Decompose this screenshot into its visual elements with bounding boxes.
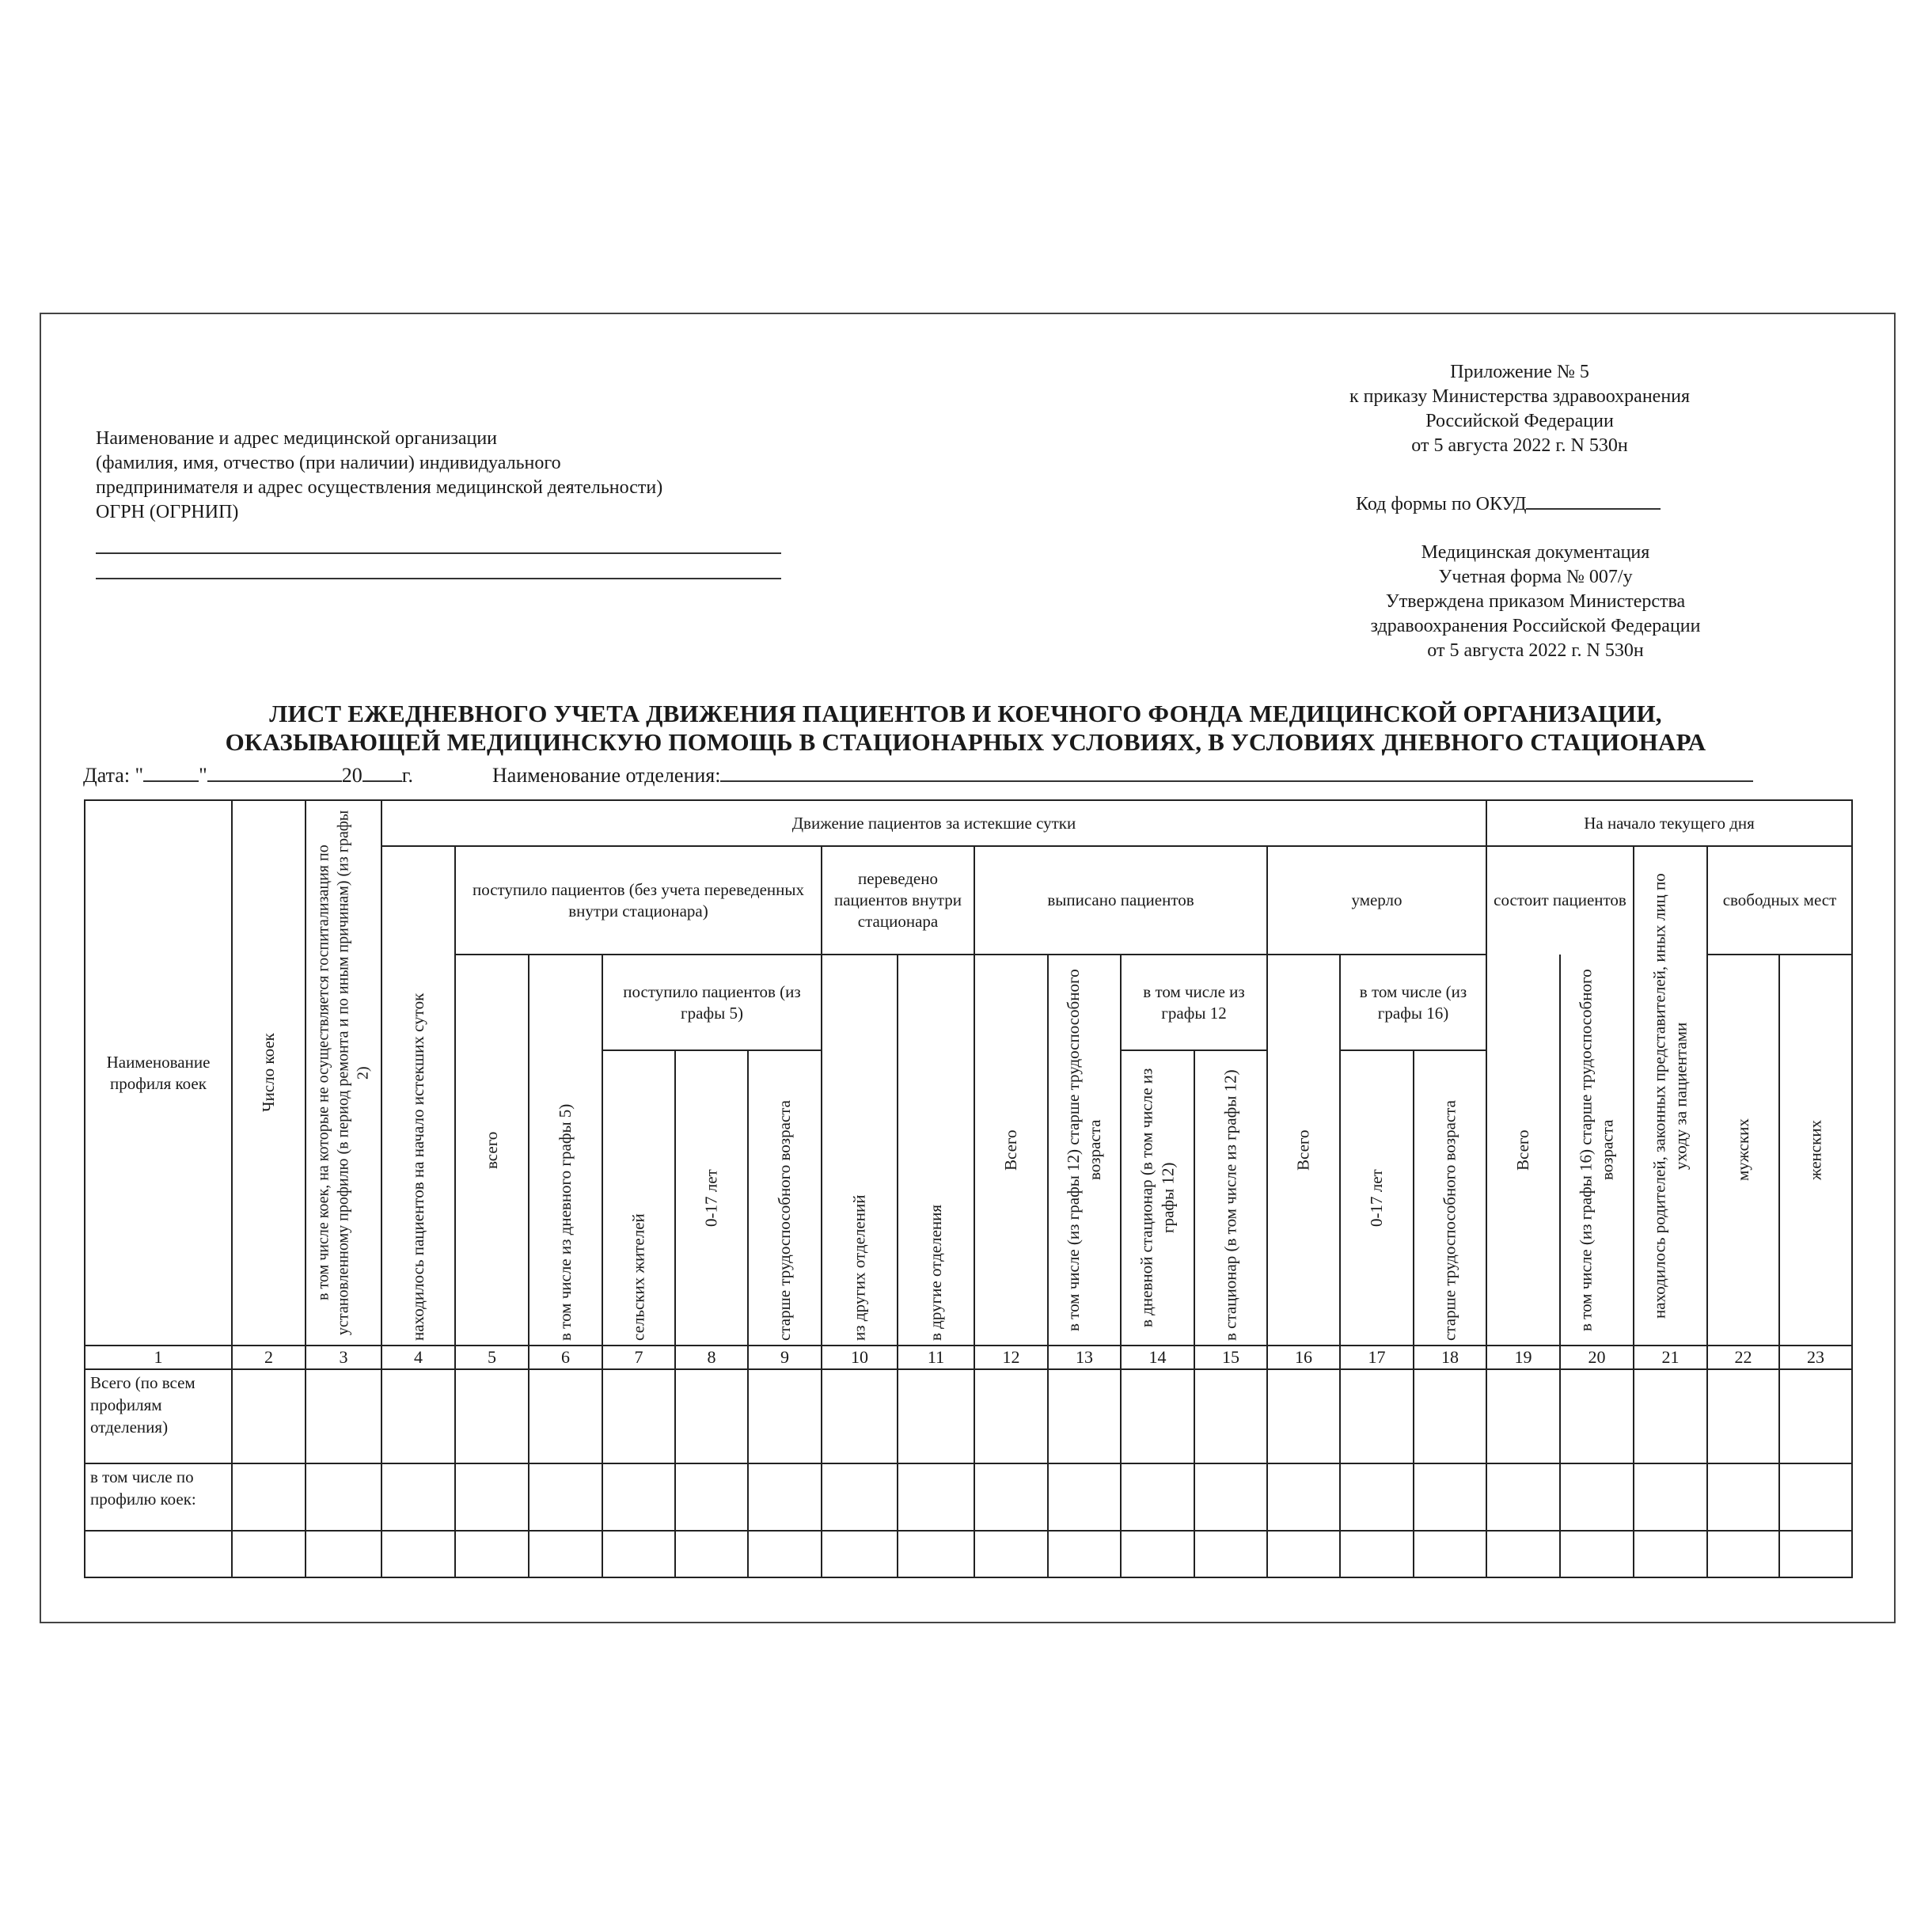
month-field[interactable] xyxy=(207,761,342,782)
date-line xyxy=(83,761,1824,787)
appendix-block xyxy=(1314,360,1725,458)
col-number: 8 xyxy=(707,1347,716,1367)
header-died-sub: в том числе (из графы 16) xyxy=(1359,981,1467,1023)
col-header-18: старше трудоспособного возраста xyxy=(1440,1100,1459,1341)
appendix-line: от 5 августа 2022 г. N 530н xyxy=(1411,435,1628,456)
col-header-21: находилось родителей, законных представителей, иных лиц по уходу за пациентами xyxy=(1649,873,1691,1319)
col-number: 23 xyxy=(1807,1347,1824,1367)
approval-line: Медицинская документация xyxy=(1421,542,1650,563)
approval-block xyxy=(1314,541,1757,663)
col-header-11: в другие отделения xyxy=(926,1204,945,1341)
col-number: 1 xyxy=(154,1347,163,1367)
col-header-16: Всего xyxy=(1293,1129,1313,1171)
col-number: 12 xyxy=(1002,1347,1020,1367)
col-header-8: 0-17 лет xyxy=(701,1169,721,1227)
org-line: (фамилия, имя, отчество (при наличии) индивидуального xyxy=(96,453,561,473)
col-header-3: в том числе коек, на которые не осуществляется госпитализация по установленному профилю (в период ремонта и по иным причинам) (из графы 2) xyxy=(314,810,372,1336)
col-number: 21 xyxy=(1661,1347,1680,1367)
col-number: 13 xyxy=(1076,1347,1093,1367)
col-header-7: сельских жителей xyxy=(628,1213,648,1341)
year-field[interactable] xyxy=(362,761,402,782)
date-quote: " xyxy=(199,764,207,787)
header-movement: Движение пациентов за истекшие сутки xyxy=(791,813,1076,833)
header-current-day: На начало текущего дня xyxy=(1584,813,1755,833)
header-admitted: поступило пациентов (без учета переведенных внутри стационара) xyxy=(472,879,805,920)
col-number: 17 xyxy=(1368,1347,1386,1367)
col-number: 22 xyxy=(1734,1347,1752,1367)
col-number: 18 xyxy=(1441,1347,1459,1367)
col-number: 4 xyxy=(414,1347,423,1367)
row-label-total: Всего (по всем профилям отделения) xyxy=(90,1373,195,1437)
header-discharged: выписано пациентов xyxy=(1047,890,1194,909)
approval-line: Учетная форма № 007/у xyxy=(1438,567,1633,587)
col-number: 15 xyxy=(1222,1347,1239,1367)
col-header-2: Число коек xyxy=(259,1033,278,1113)
col-header-17: 0-17 лет xyxy=(1367,1169,1386,1227)
department-label: Наименование отделения: xyxy=(492,764,721,787)
col-header-22: мужских xyxy=(1733,1118,1752,1182)
organization-block xyxy=(96,427,808,525)
appendix-line: Российской Федерации xyxy=(1425,411,1614,431)
col-number: 16 xyxy=(1295,1347,1312,1367)
title-line-2: ОКАЗЫВАЮЩЕЙ МЕДИЦИНСКУЮ ПОМОЩЬ В СТАЦИОНАРНЫХ УСЛОВИЯХ, В УСЛОВИЯХ ДНЕВНОГО СТАЦИОНАРА xyxy=(225,728,1706,756)
title-line-1: ЛИСТ ЕЖЕДНЕВНОГО УЧЕТА ДВИЖЕНИЯ ПАЦИЕНТОВ И КОЕЧНОГО ФОНДА МЕДИЦИНСКОЙ ОРГАНИЗАЦИИ, xyxy=(269,700,1662,727)
col-header-13: в том числе (из графы 12) старше трудоспособного возраста xyxy=(1064,969,1104,1331)
col-number: 2 xyxy=(264,1347,273,1367)
col-number: 9 xyxy=(780,1347,789,1367)
col-header-5: всего xyxy=(482,1131,501,1169)
org-line: предпринимателя и адрес осуществления медицинской деятельности) xyxy=(96,477,663,498)
org-line: Наименование и адрес медицинской организации xyxy=(96,428,498,449)
col-header-6: в том числе из дневного графы 5) xyxy=(556,1103,575,1341)
col-number: 20 xyxy=(1588,1347,1606,1367)
col-number: 10 xyxy=(851,1347,868,1367)
form-title xyxy=(79,700,1852,757)
appendix-line: к приказу Министерства здравоохранения xyxy=(1349,386,1691,407)
col-number: 7 xyxy=(634,1347,643,1367)
org-fill-line-1[interactable] xyxy=(96,552,781,554)
year-suffix: г. xyxy=(401,764,414,787)
approval-line: Утверждена приказом Министерства xyxy=(1385,591,1686,612)
approval-line: здравоохранения Российской Федерации xyxy=(1370,616,1701,636)
header-died: умерло xyxy=(1351,890,1403,909)
org-fill-line-2[interactable] xyxy=(96,578,781,579)
col-header-12: Всего xyxy=(1001,1129,1020,1171)
okud-code xyxy=(1356,491,1661,515)
row-label-including: в том числе по профилю коек: xyxy=(90,1467,196,1509)
col-number: 5 xyxy=(488,1347,496,1367)
col-header-19: Всего xyxy=(1513,1129,1532,1171)
header-admitted-sub: поступило пациентов (из графы 5) xyxy=(623,981,801,1023)
okud-label: Код формы по ОКУД xyxy=(1356,494,1527,514)
appendix-line: Приложение № 5 xyxy=(1450,362,1589,382)
department-field[interactable] xyxy=(720,761,1753,782)
col-number: 19 xyxy=(1514,1347,1532,1367)
date-label: Дата: " xyxy=(83,764,144,787)
okud-field[interactable] xyxy=(1526,491,1661,510)
col-number: 11 xyxy=(927,1347,945,1367)
org-line: ОГРН (ОГРНИП) xyxy=(96,502,239,522)
header-transferred: переведено пациентов внутри стационара xyxy=(834,869,962,931)
century-label: 20 xyxy=(341,764,362,787)
approval-line: от 5 августа 2022 г. N 530н xyxy=(1427,640,1644,661)
col-number: 3 xyxy=(339,1347,348,1367)
col-header-14: в дневной стационар (в том числе из графы 12) xyxy=(1137,1068,1178,1328)
col-number: 6 xyxy=(561,1347,570,1367)
day-field[interactable] xyxy=(143,761,199,782)
col-header-4: находилось пациентов на начало истекших суток xyxy=(408,993,427,1341)
col-header-23: женских xyxy=(1805,1119,1825,1181)
header-free-places: свободных мест xyxy=(1722,890,1837,909)
header-discharged-sub: в том числе из графы 12 xyxy=(1143,981,1245,1023)
col-header-10: из других отделений xyxy=(849,1194,869,1341)
col-number: 14 xyxy=(1148,1347,1167,1367)
col-header-1: Наименование профиля коек xyxy=(106,1052,211,1093)
col-header-20: в том числе (из графы 16) старше трудоспособного возраста xyxy=(1576,969,1617,1331)
header-consist: состоит пациентов xyxy=(1494,890,1626,909)
col-header-15: в стационар (в том числе из графы 12) xyxy=(1220,1069,1240,1341)
col-header-9: старше трудоспособного возраста xyxy=(775,1100,794,1341)
